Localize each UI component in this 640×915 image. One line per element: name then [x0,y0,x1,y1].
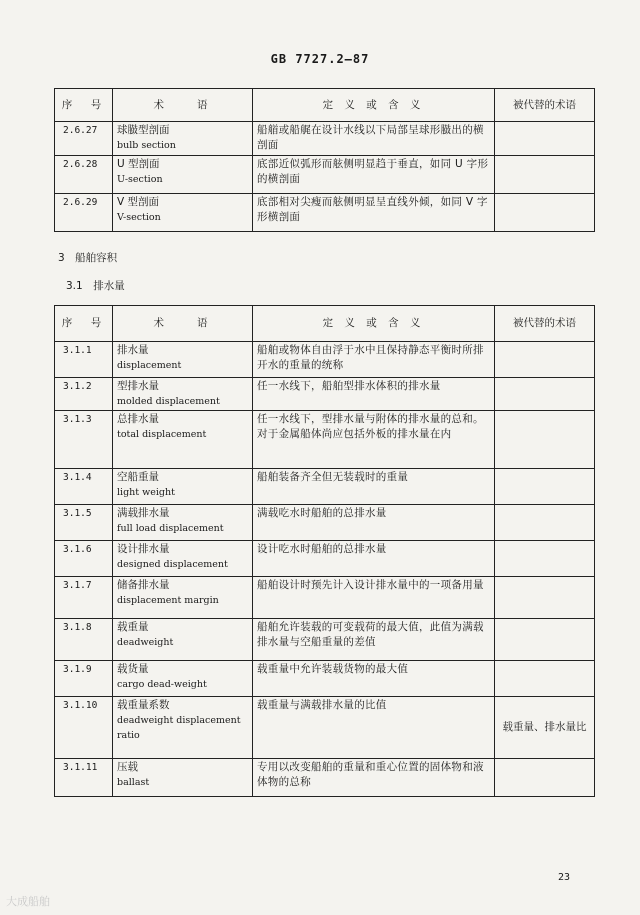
term-chinese: U 型剖面 [117,158,160,170]
col-header-replaced: 被代替的术语 [495,89,595,122]
terms-table-3-1 [54,305,595,797]
col-header-replaced: 被代替的术语 [495,306,595,342]
replaced-term: 载重量、排水量比 [495,697,595,759]
definition: 船舶允许装载的可变载荷的最大值，此值为满载排水量与空船重量的差值 [253,619,495,661]
table-row [55,122,595,156]
term-chinese: 载重量系数 [117,699,170,711]
replaced-term [495,122,595,156]
table-row [55,759,595,797]
table-row [55,505,595,541]
definition: 底部近似弧形而舷侧明显趋于垂直，如同 U 字形的横剖面 [253,156,495,194]
document-header: GB 7727.2—87 [270,52,370,66]
col-header-num: 序 号 [55,306,113,342]
term-cell [113,122,253,156]
table-row [55,619,595,661]
replaced-term [495,505,595,541]
term-number: 3.1.1 [55,342,113,378]
term-english: cargo dead-weight [117,679,207,690]
section-3-heading: 3 船舶容积 [58,252,118,264]
term-english: U-section [117,174,163,185]
term-chinese: 设计排水量 [117,543,170,555]
term-chinese: 空船重量 [117,471,159,483]
definition: 船艏或船艉在设计水线以下局部呈球形臌出的横剖面 [253,122,495,156]
table-row [55,378,595,411]
replaced-term [495,577,595,619]
replaced-term [495,469,595,505]
term-chinese: 载重量 [117,621,149,633]
term-english: light weight [117,487,175,498]
term-number: 3.1.4 [55,469,113,505]
definition: 设计吃水时船舶的总排水量 [253,541,495,577]
definition: 船舶或物体自由浮于水中且保持静态平衡时所排开水的重量的统称 [253,342,495,378]
term-cell [113,378,253,411]
replaced-term [495,342,595,378]
term-number: 3.1.10 [55,697,113,759]
col-header-term: 术 语 [113,306,253,342]
term-number: 2.6.29 [55,194,113,232]
term-chinese: 压载 [117,761,138,773]
term-number: 3.1.9 [55,661,113,697]
term-cell [113,577,253,619]
term-chinese: 储备排水量 [117,579,170,591]
term-chinese: 型排水量 [117,380,159,392]
replaced-term [495,541,595,577]
term-english: full load displacement [117,523,224,534]
replaced-term [495,411,595,469]
table-row [55,577,595,619]
table-row [55,541,595,577]
definition: 船舶设计时预先计入设计排水量中的一项备用量 [253,577,495,619]
term-cell [113,411,253,469]
definition: 满载吃水时船舶的总排水量 [253,505,495,541]
section-3-1-heading: 3.1 排水量 [66,280,125,292]
term-number: 3.1.3 [55,411,113,469]
col-header-def: 定 义 或 含 义 [253,306,495,342]
term-cell [113,505,253,541]
term-number: 3.1.8 [55,619,113,661]
term-number: 3.1.6 [55,541,113,577]
term-english: V-section [117,212,161,223]
term-number: 3.1.5 [55,505,113,541]
term-number: 3.1.2 [55,378,113,411]
term-cell [113,194,253,232]
terms-table-2-6 [54,88,595,232]
term-chinese: 满载排水量 [117,507,170,519]
term-number: 3.1.7 [55,577,113,619]
term-cell [113,541,253,577]
term-number: 3.1.11 [55,759,113,797]
term-english: displacement margin [117,595,219,606]
replaced-term [495,194,595,232]
term-chinese: 球臌型剖面 [117,124,170,136]
term-cell [113,619,253,661]
definition: 载重量与满载排水量的比值 [253,697,495,759]
table-row [55,469,595,505]
col-header-num: 序 号 [55,89,113,122]
term-cell [113,697,253,759]
term-cell [113,342,253,378]
term-english: total displacement [117,429,207,440]
term-number: 2.6.28 [55,156,113,194]
replaced-term [495,619,595,661]
col-header-term: 术 语 [113,89,253,122]
table-row [55,661,595,697]
replaced-term [495,378,595,411]
table-row [55,411,595,469]
term-english: bulb section [117,140,176,151]
term-english: ballast [117,777,150,788]
table-row [55,194,595,232]
term-cell [113,661,253,697]
term-number: 2.6.27 [55,122,113,156]
term-english: designed displacement [117,559,228,570]
term-cell [113,156,253,194]
term-english: deadweight displacement ratio [117,715,241,741]
term-cell [113,469,253,505]
term-english: displacement [117,360,182,371]
replaced-term [495,661,595,697]
term-english: deadweight [117,637,174,648]
definition: 载重量中允许装载货物的最大值 [253,661,495,697]
table-row [55,697,595,759]
watermark: 大成船舶 [6,895,50,908]
term-chinese: V 型剖面 [117,196,160,208]
table-row [55,342,595,378]
definition: 任一水线下，型排水量与附体的排水量的总和。对于金属船体尚应包括外板的排水量在内 [253,411,495,469]
definition: 底部相对尖瘦而舷侧明显呈直线外倾，如同 V 字形横剖面 [253,194,495,232]
term-chinese: 排水量 [117,344,149,356]
term-english: molded displacement [117,396,220,407]
col-header-def: 定 义 或 含 义 [253,89,495,122]
definition: 船舶装备齐全但无装载时的重量 [253,469,495,505]
definition: 任一水线下，船舶型排水体积的排水量 [253,378,495,411]
definition: 专用以改变船舶的重量和重心位置的固体物和液体物的总称 [253,759,495,797]
term-cell [113,759,253,797]
replaced-term [495,759,595,797]
page-number: 23 [557,872,570,883]
table-row [55,156,595,194]
term-chinese: 载货量 [117,663,149,675]
replaced-term [495,156,595,194]
term-chinese: 总排水量 [117,413,159,425]
